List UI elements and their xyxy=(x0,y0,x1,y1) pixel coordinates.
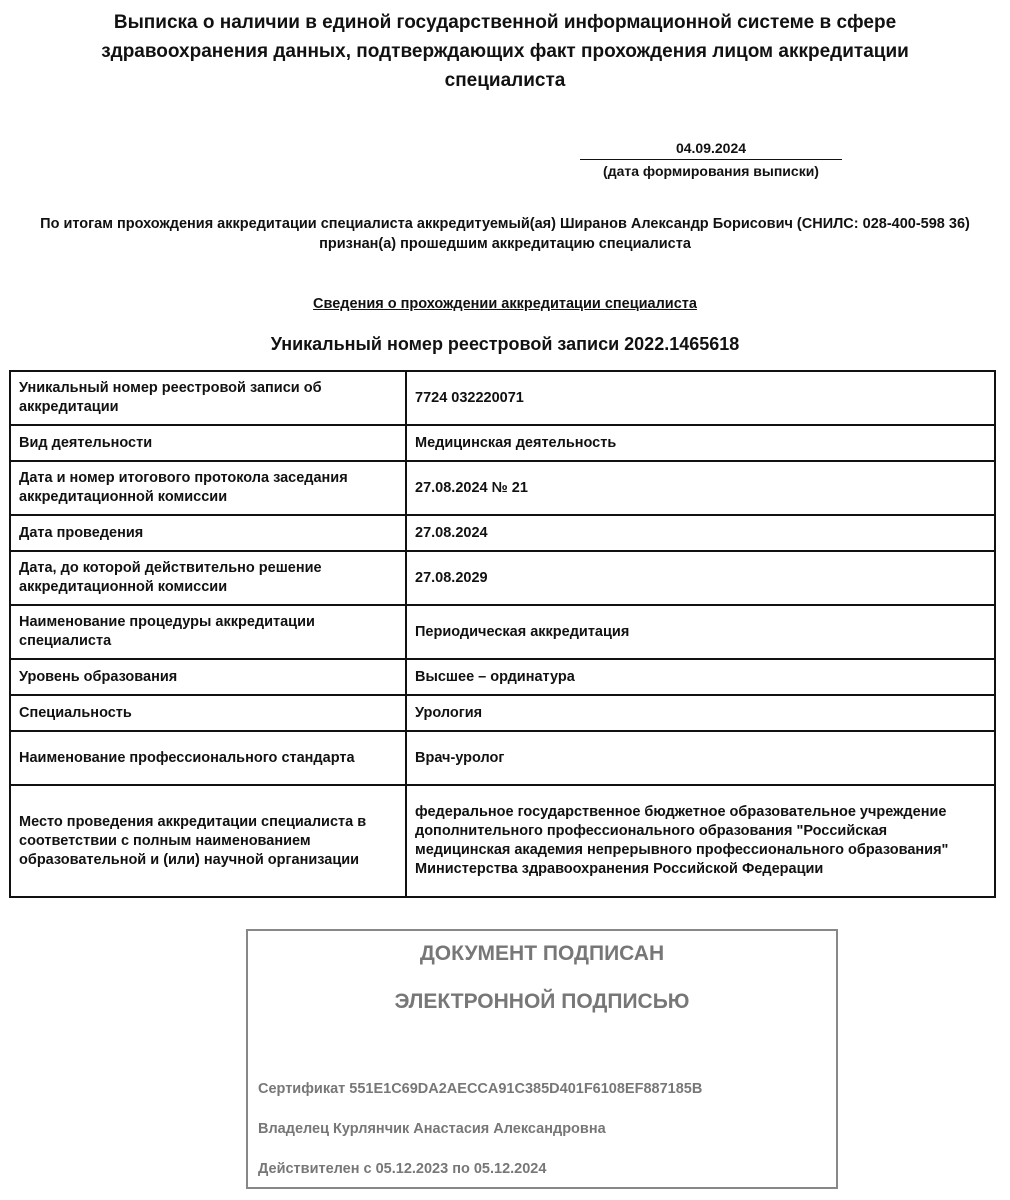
row-value: 27.08.2029 xyxy=(406,551,995,605)
certificate-owner: Владелец Курлянчик Анастасия Александровна xyxy=(258,1121,606,1137)
row-label: Дата, до которой действительно решение аккредитационной комиссии xyxy=(10,551,406,605)
row-value: 27.08.2024 xyxy=(406,515,995,551)
row-label: Наименование процедуры аккредитации специалиста xyxy=(10,605,406,659)
certificate-number: Сертификат 551E1C69DA2AECCA91C385D401F6108EF887185B xyxy=(258,1081,703,1097)
row-value: Периодическая аккредитация xyxy=(406,605,995,659)
accreditation-table xyxy=(9,370,996,898)
table-row xyxy=(10,371,995,425)
table-row xyxy=(10,605,995,659)
row-value: Высшее – ординатура xyxy=(406,659,995,695)
table-row xyxy=(10,785,995,897)
row-label: Место проведения аккредитации специалиста в соответствии с полным наименованием образовательной и (или) научной организации xyxy=(10,785,406,897)
section-heading: Сведения о прохождении аккредитации специалиста xyxy=(313,296,697,312)
certificate-validity: Действителен с 05.12.2023 по 05.12.2024 xyxy=(258,1161,547,1177)
table-row xyxy=(10,551,995,605)
table-row xyxy=(10,659,995,695)
row-label: Специальность xyxy=(10,695,406,731)
row-value: 27.08.2024 № 21 xyxy=(406,461,995,515)
row-value: Медицинская деятельность xyxy=(406,425,995,461)
issue-date: 04.09.2024 xyxy=(580,138,842,160)
row-label: Наименование профессионального стандарта xyxy=(10,731,406,785)
stamp-title-line2: ЭЛЕКТРОННОЙ ПОДПИСЬЮ xyxy=(394,990,690,1013)
record-number: Уникальный номер реестровой записи 2022.1465618 xyxy=(270,334,740,354)
row-value: 7724 032220071 xyxy=(406,371,995,425)
table-row xyxy=(10,425,995,461)
stamp-title-line1: ДОКУМЕНТ ПОДПИСАН xyxy=(419,942,665,965)
row-label: Вид деятельности xyxy=(10,425,406,461)
row-value: федеральное государственное бюджетное образовательное учреждение дополнительного профессионального образования "Российская медицинская академия непрерывного профессионального образования" Министерства здравоохранения Российской Федерации xyxy=(406,785,995,897)
electronic-signature-stamp xyxy=(246,929,838,1189)
row-label: Дата и номер итогового протокола заседания аккредитационной комиссии xyxy=(10,461,406,515)
table-row xyxy=(10,461,995,515)
row-label: Уровень образования xyxy=(10,659,406,695)
row-value: Урология xyxy=(406,695,995,731)
table-row xyxy=(10,515,995,551)
row-value: Врач-уролог xyxy=(406,731,995,785)
row-label: Уникальный номер реестровой записи об аккредитации xyxy=(10,371,406,425)
intro-paragraph: По итогам прохождения аккредитации специалиста аккредитуемый(ая) Ширанов Александр Борисович (СНИЛС: 028-400-598 36) признан(а) прошедшим аккредитацию специалиста xyxy=(40,216,970,252)
table-row xyxy=(10,695,995,731)
issue-date-block xyxy=(580,138,842,181)
issue-date-caption: (дата формирования выписки) xyxy=(603,163,819,179)
row-label: Дата проведения xyxy=(10,515,406,551)
document-title: Выписка о наличии в единой государственной информационной системе в сфере здравоохранения данных, подтверждающих факт прохождения лицом аккредитации специалиста xyxy=(101,12,909,91)
table-row xyxy=(10,731,995,785)
